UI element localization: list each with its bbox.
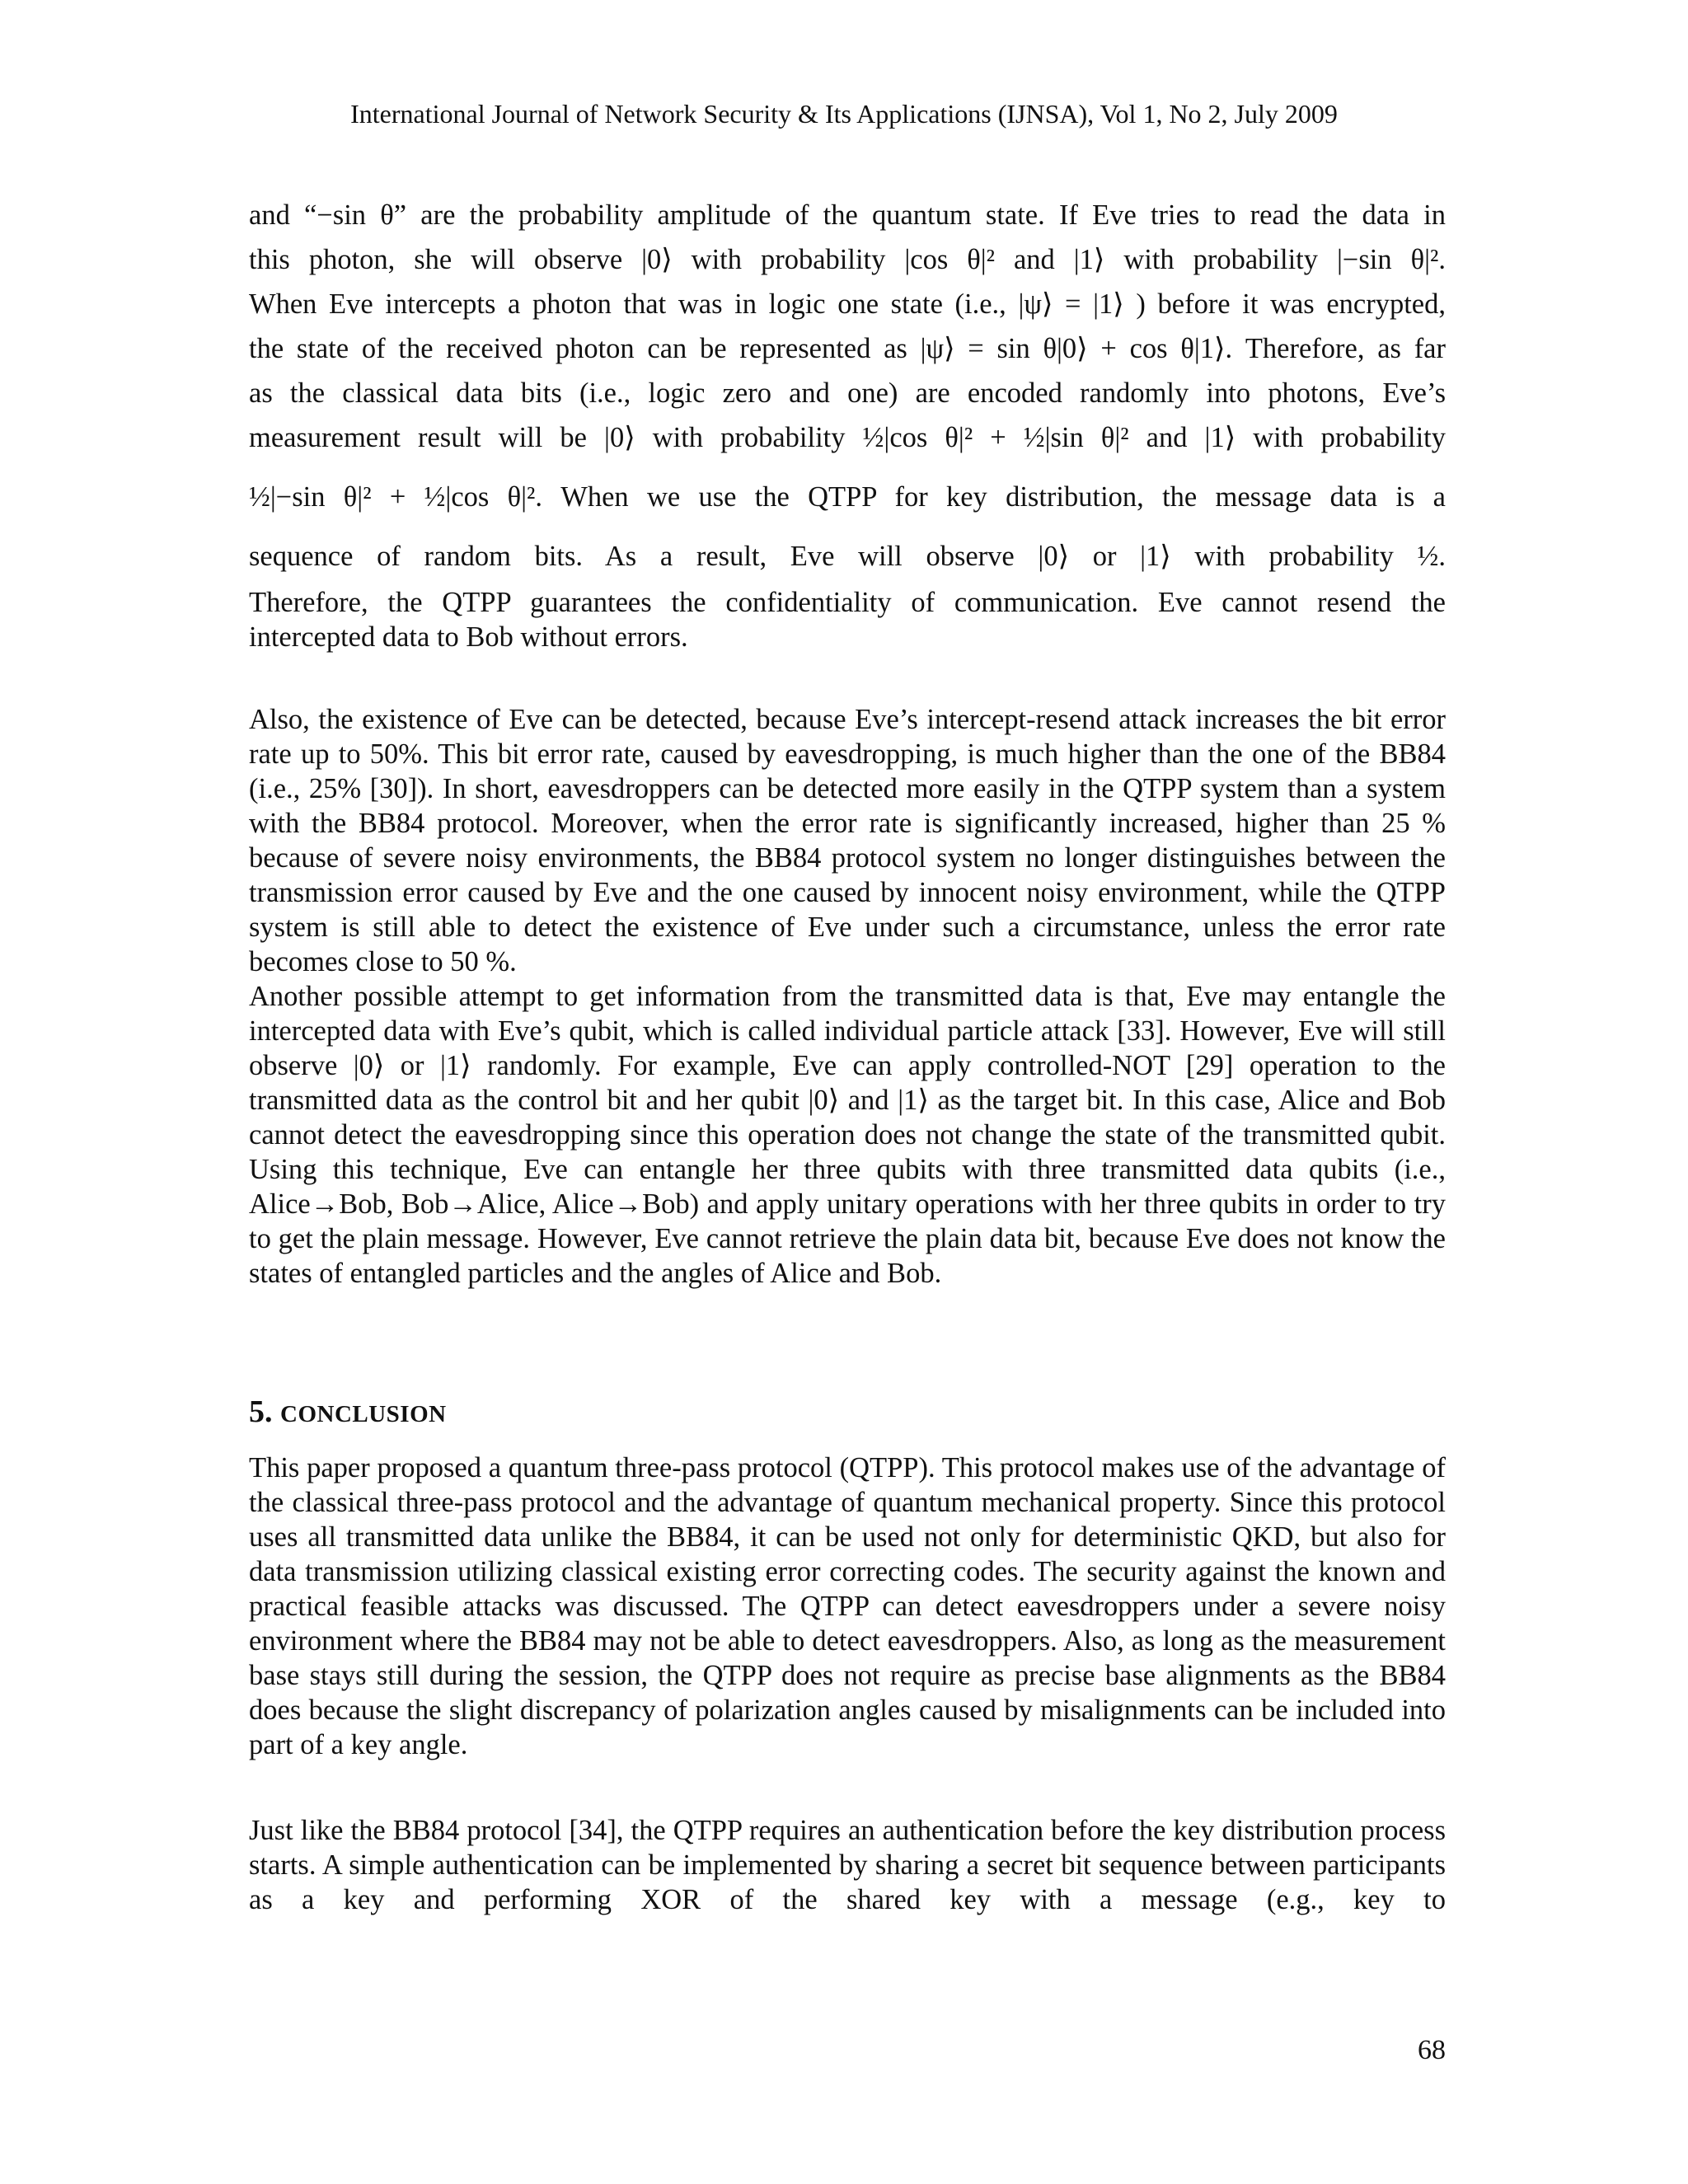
paragraph-authentication	[249, 1813, 1446, 1917]
section-number: 5.	[249, 1394, 273, 1429]
section-title: CONCLUSION	[280, 1401, 447, 1427]
paragraph-line: intercepted data to Bob without errors.	[249, 621, 688, 653]
paragraph-line: this photon, she will observe |0⟩ with probability |cos θ|² and |1⟩ with probability |−sin θ|².	[249, 244, 1446, 275]
page-number: 68	[1418, 2035, 1446, 2065]
paragraph-entanglement-attack	[249, 979, 1446, 1291]
paragraph-text: Another possible attempt to get information from the transmitted data is that, Eve may entangle the intercepted data with Eve’s qubit, which is called individual particle attack [33]. However, Eve will still observe |0⟩ or |1⟩ randomly. For example, Eve can apply controlled-NOT [29] operation to the transmitted data as the control bit and her qubit |0⟩ and |1⟩ as the target bit. In this case, Alice and Bob cannot detect the eavesdropping since this operation does not change the state of the transmitted qubit. Using this technique, Eve can entangle her three qubits with three transmitted data qubits (i.e., Alice→Bob, Bob→Alice, Alice→Bob) and apply unitary operations with her three qubits in order to try to get the plain message. However, Eve cannot retrieve the plain data bit, because Eve does not know the states of entangled particles and the angles of Alice and Bob.	[249, 981, 1446, 1289]
paragraph-line: sequence of random bits. As a result, Eve will observe |0⟩ or |1⟩ with probability ½.	[249, 541, 1446, 572]
section-heading	[249, 1393, 447, 1433]
paragraph-text: This paper proposed a quantum three-pass protocol (QTPP). This protocol makes use of the advantage of the classical three-pass protocol and the advantage of quantum mechanical property. Since this protocol uses all transmitted data unlike the BB84, it can be used not only for deterministic QKD, but also for data transmission utilizing classical existing error correcting codes. The security against the known and practical feasible attacks was discussed. The QTPP can detect eavesdroppers under a severe noisy environment where the BB84 may not be able to detect eavesdroppers. Also, as long as the measurement base stays still during the session, the QTPP does not require as precise base alignments as the BB84 does because the slight discrepancy of polarization angles caused by misalignments can be included into part of a key angle.	[249, 1452, 1446, 1760]
paragraph-detection	[249, 702, 1446, 979]
paragraph-conclusion	[249, 1451, 1446, 1762]
paragraph-text: Also, the existence of Eve can be detected, because Eve’s intercept-resend attack increases the bit error rate up to 50%. This bit error rate, caused by eavesdropping, is much higher than the one of the BB84 (i.e., 25% [30]). In short, eavesdroppers can be detected more easily in the QTPP system than a system with the BB84 protocol. Moreover, when the error rate is significantly increased, higher than 25 % because of severe noisy environments, the BB84 protocol system no longer distinguishes between the transmission error caused by Eve and the one caused by innocent noisy environment, while the QTPP system is still able to detect the existence of Eve under such a circumstance, unless the error rate becomes close to 50 %.	[249, 704, 1446, 977]
paragraph-line: measurement result will be |0⟩ with probability ½|cos θ|² + ½|sin θ|² and |1⟩ with probability	[249, 422, 1446, 453]
paragraph-line: ½|−sin θ|² + ½|cos θ|². When we use the QTPP for key distribution, the message data is a	[249, 481, 1446, 513]
paragraph-text: Just like the BB84 protocol [34], the QTPP requires an authentication before the key distribution process starts. A simple authentication can be implemented by sharing a secret bit sequence between participants as a key and performing XOR of the shared key with a message (e.g., key to	[249, 1815, 1446, 1915]
paragraph-line: When Eve intercepts a photon that was in logic one state (i.e., |ψ⟩ = |1⟩ ) before it was encrypted,	[249, 288, 1446, 320]
paragraph-line: as the classical data bits (i.e., logic zero and one) are encoded randomly into photons, Eve’s	[249, 377, 1446, 409]
paragraph-line: and “−sin θ” are the probability amplitude of the quantum state. If Eve tries to read the data in	[249, 199, 1446, 231]
paragraph-line: the state of the received photon can be represented as |ψ⟩ = sin θ|0⟩ + cos θ|1⟩. Therefore, as far	[249, 333, 1446, 364]
paragraph-line: Therefore, the QTPP guarantees the confidentiality of communication. Eve cannot resend the	[249, 587, 1446, 618]
running-header: International Journal of Network Security & Its Applications (IJNSA), Vol 1, No 2, July 2009	[350, 99, 1338, 129]
paragraph-eve-observation	[249, 198, 1446, 654]
